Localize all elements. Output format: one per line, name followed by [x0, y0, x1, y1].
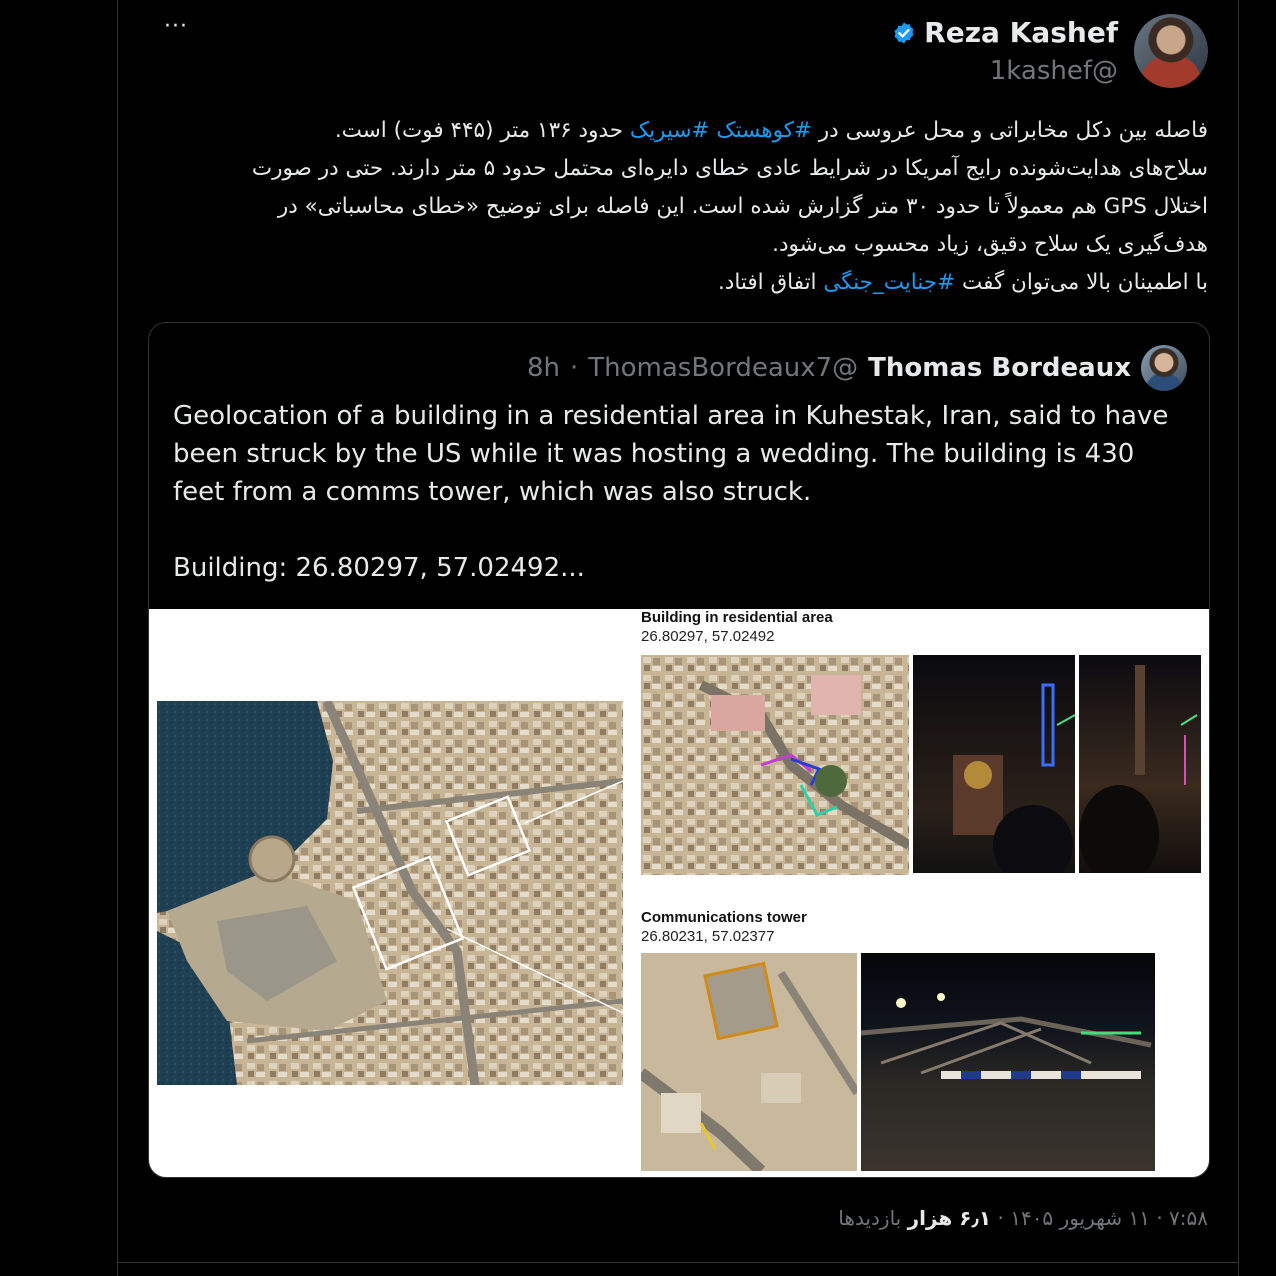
quoted-text	[173, 397, 1183, 587]
quoted-tweet-card[interactable]	[148, 322, 1210, 1178]
quoted-paragraph: Building: 26.80297, 57.02492...	[173, 553, 585, 583]
quoted-author-name: Thomas Bordeaux	[868, 353, 1131, 383]
tweet-line: سلاح‌های هدایت‌شونده رایج آمریکا در شرایط عادی خطای دایره‌ای محتمل حدود ۵ متر دارند. حتی در صورت اختلال GPS هم معمولاً تا حدود ۳۰ متر گزارش شده است. این فاصله برای توضیح «خطای محاسباتی» در هدف‌گیری یک سلاح دقیق، زیاد محسوب می‌شود.	[251, 156, 1208, 257]
tweet-text-segment: اتفاق افتاد.	[717, 270, 824, 295]
tweet-text-segment: با اطمینان بالا می‌توان گفت	[955, 270, 1208, 295]
hashtag-link[interactable]: #سیریک	[629, 118, 710, 143]
tweet-text	[228, 112, 1208, 302]
more-icon[interactable]: ···	[164, 14, 188, 39]
hashtag-link[interactable]: #کوهستک	[716, 118, 812, 143]
quoted-avatar	[1141, 345, 1187, 391]
tweet-line	[228, 264, 1208, 302]
tower-night-photo	[861, 953, 1155, 1171]
quoted-time[interactable]: 8h	[526, 353, 560, 383]
timeline-border-right	[1238, 0, 1239, 1276]
quoted-header	[527, 345, 1187, 391]
tweet-text-segment: حدود ۱۳۶ متر (۴۴۵ فوت) است.	[334, 118, 630, 143]
tower-panel-title: Communications tower	[641, 909, 807, 926]
quoted-paragraph: Geolocation of a building in a residential area in Kuhestak, Iran, said to have been struck by the US while it was hosting a wedding. The building is 430 feet from a comms tower, which was also struck.	[173, 401, 1169, 507]
meta-separator: ·	[570, 353, 579, 383]
divider	[118, 1262, 1238, 1263]
avatar[interactable]	[1134, 14, 1208, 88]
building-satellite-closeup	[641, 655, 909, 875]
tweet-time[interactable]: ۷:۵۸	[1169, 1206, 1208, 1230]
tweet-footer	[838, 1206, 1208, 1230]
tweet-line	[228, 112, 1208, 150]
views-count: ۶٫۱ هزار	[907, 1206, 992, 1230]
building-panel-title: Building in residential area	[641, 609, 833, 626]
quoted-handle: ThomasBordeaux7@	[588, 353, 859, 383]
building-night-photo-2	[1079, 655, 1201, 873]
verified-badge-icon	[892, 21, 916, 45]
author-handle[interactable]: 1kashef@	[989, 56, 1118, 86]
tower-panel-coords: 26.80231, 57.02377	[641, 928, 775, 945]
building-night-photo-1	[913, 655, 1075, 873]
author-name: Reza Kashef	[924, 16, 1118, 49]
hashtag-link[interactable]: #جنایت_جنگی	[823, 270, 956, 295]
timeline-border-left	[117, 0, 118, 1276]
footer-separator: ·	[1156, 1206, 1163, 1230]
author-name-row[interactable]	[892, 16, 1118, 49]
footer-separator: ·	[997, 1206, 1004, 1230]
tower-satellite-closeup	[641, 953, 857, 1171]
views-label: بازدیدها	[838, 1206, 902, 1230]
tweet-date[interactable]: ۱۱ شهریور ۱۴۰۵	[1010, 1206, 1150, 1230]
building-panel-coords: 26.80297, 57.02492	[641, 628, 775, 645]
tweet-text-segment: فاصله بین دکل مخابراتی و محل عروسی در	[811, 118, 1208, 143]
quoted-media-image[interactable]	[149, 609, 1209, 1177]
